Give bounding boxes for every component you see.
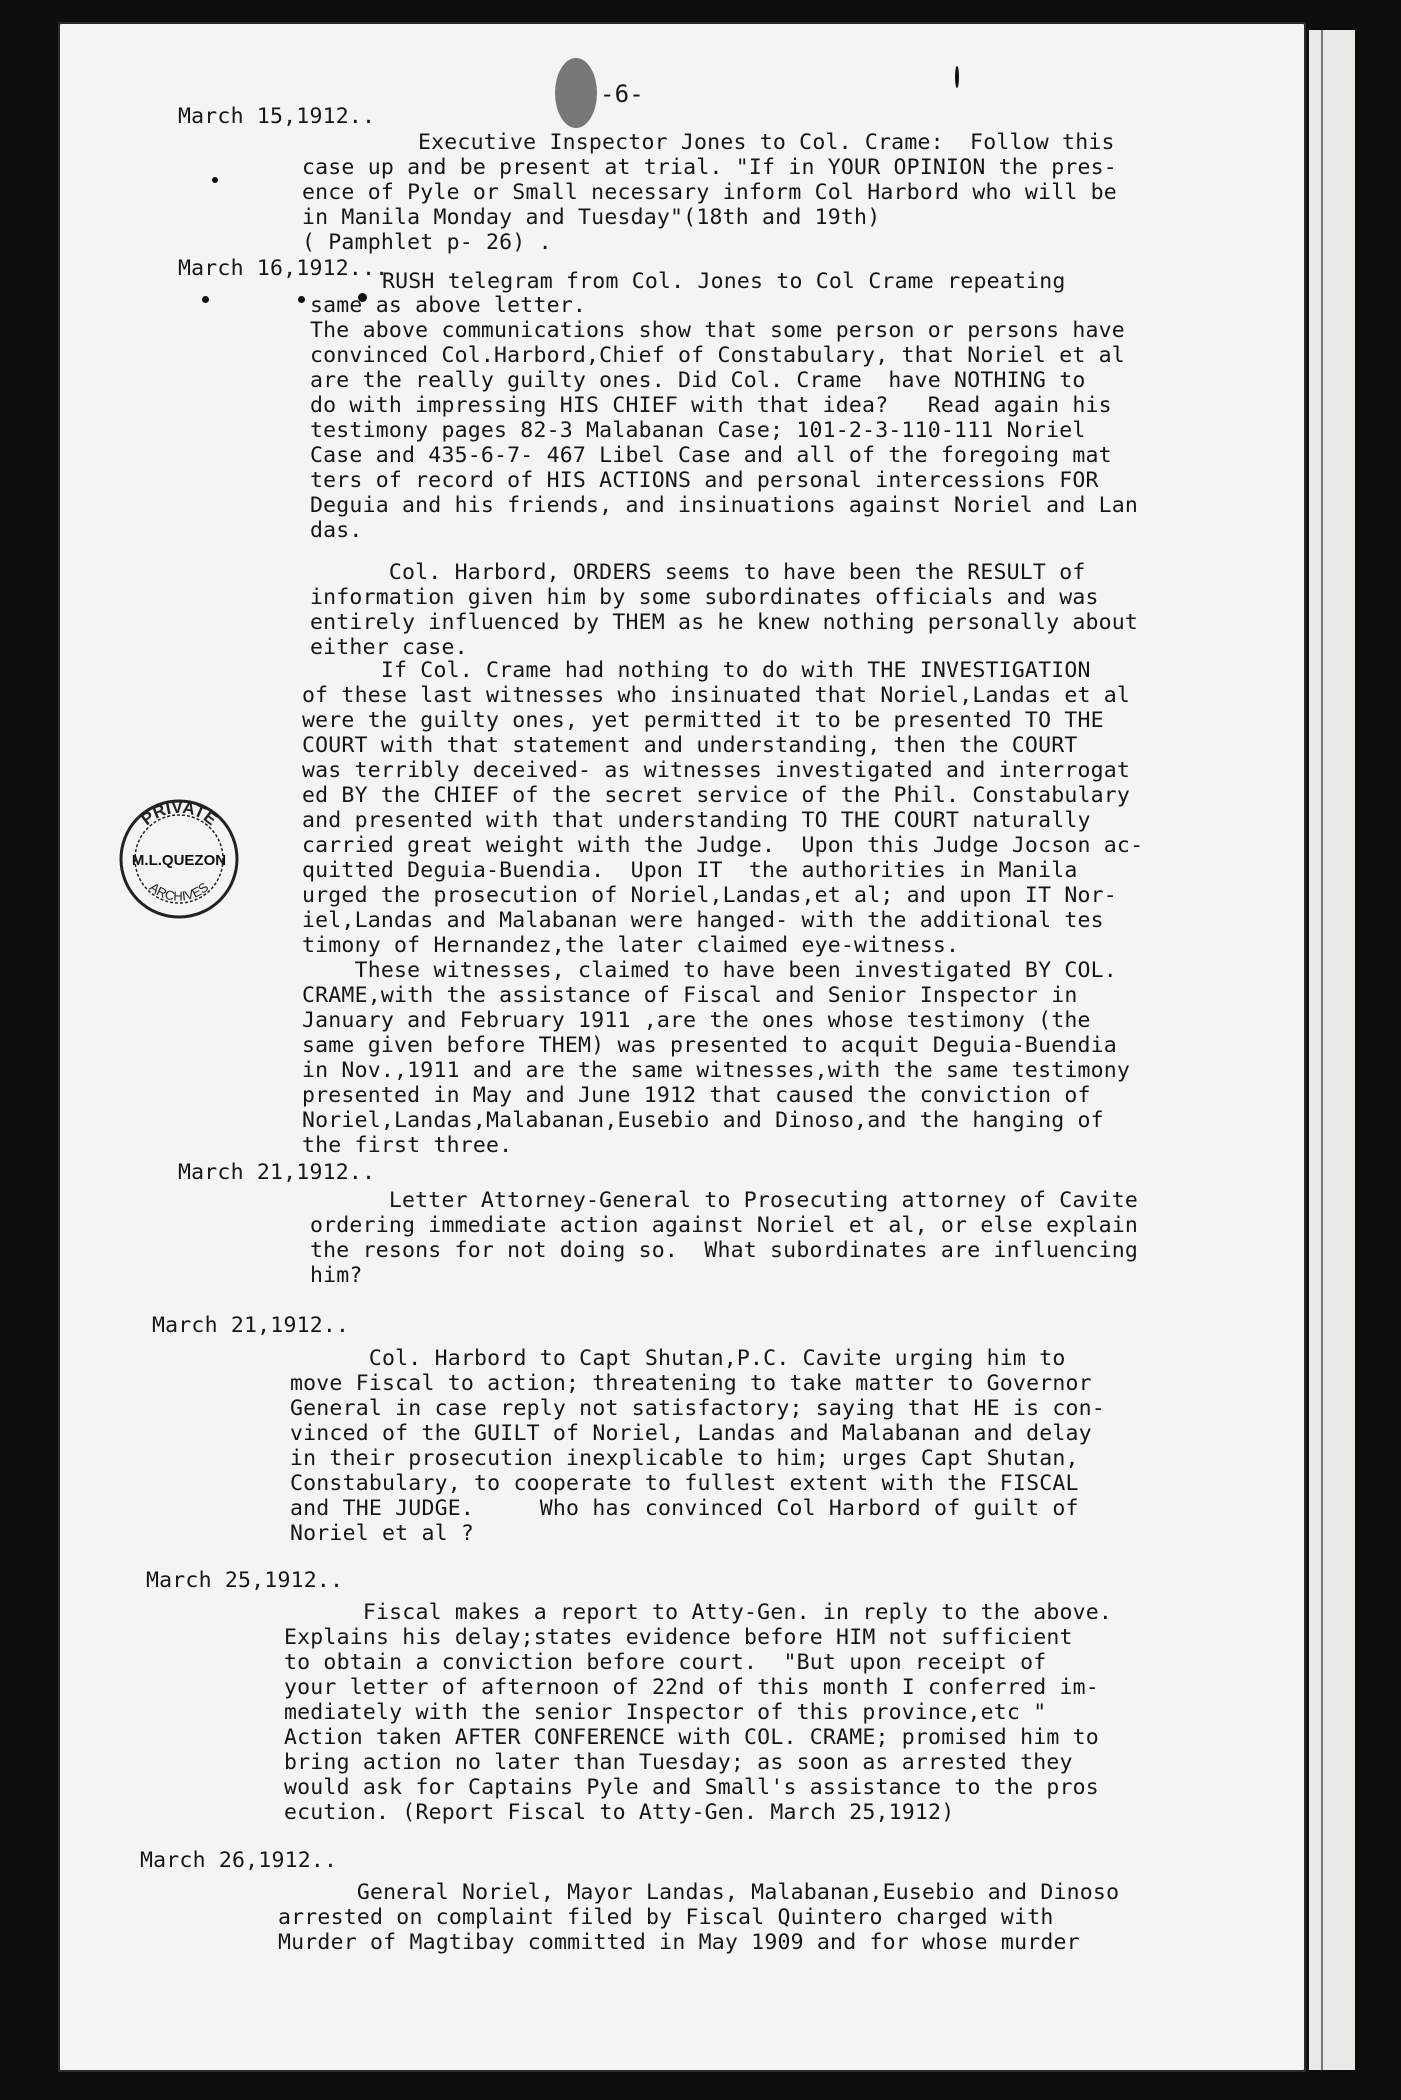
entry-line: Noriel,Landas,Malabanan,Eusebio and Dinoso,and the hanging of (302, 1108, 1104, 1133)
entry-body (278, 1880, 1119, 1955)
entry-line: case up and be present at trial. "If in YOUR OPINION the pres- (302, 155, 1117, 180)
ink-blot (555, 58, 597, 128)
ink-blot (955, 66, 959, 88)
entry-line: Case and 435-6-7- 467 Libel Case and all of the foregoing mat (310, 443, 1112, 468)
entry-line: Executive Inspector Jones to Col. Crame: Follow this (418, 130, 1115, 155)
entry-line: same as above letter. (310, 293, 587, 318)
entry-body (290, 1346, 1105, 1546)
entry-line: move Fiscal to action; threatening to take matter to Governor (290, 1371, 1092, 1396)
entry-body (310, 1188, 1138, 1288)
entry-line: convinced Col.Harbord,Chief of Constabulary, that Noriel et al (310, 343, 1125, 368)
entry-line: mediately with the senior Inspector of this province,etc " (284, 1700, 1047, 1725)
entry-line: ordering immediate action against Noriel et al, or else explain (310, 1213, 1139, 1238)
entry-line: your letter of afternoon of 22nd of this month I conferred im- (284, 1675, 1099, 1700)
entry-line: in their prosecution inexplicable to him; urges Capt Shutan, (290, 1446, 1079, 1471)
entry-line: carried great weight with the Judge. Upon this Judge Jocson ac- (302, 833, 1144, 858)
archive-stamp (116, 796, 242, 922)
ink-blot (202, 296, 209, 303)
entry-line: and presented with that understanding TO THE COURT naturally (302, 808, 1091, 833)
entry-body (284, 1600, 1112, 1825)
entry-line: timony of Hernandez,the later claimed eye-witness. (302, 933, 960, 958)
entry-line: arrested on complaint filed by Fiscal Quintero charged with (278, 1905, 1054, 1930)
entry-line: Constabulary, to cooperate to fullest extent with the FISCAL (290, 1471, 1079, 1496)
entry-body (310, 560, 1138, 660)
ink-blot (212, 177, 218, 183)
entry-line: were the guilty ones, yet permitted it to be presented TO THE (302, 708, 1104, 733)
entry-line: testimony pages 82-3 Malabanan Case; 101-2-3-110-111 Noriel (310, 418, 1086, 443)
entry-line: urged the prosecution of Noriel,Landas,et al; and upon IT Nor- (302, 883, 1117, 908)
entry-date: March 21,1912.. (178, 1160, 376, 1185)
entry-line: do with impressing HIS CHIEF with that idea? Read again his (310, 393, 1112, 418)
entry-line: are the really guilty ones. Did Col. Crame have NOTHING to (310, 368, 1086, 393)
entry-body (310, 293, 1138, 543)
entry-line: to obtain a conviction before court. "But upon receipt of (284, 1650, 1047, 1675)
entry-line: Deguia and his friends, and insinuations against Noriel and Lan (310, 493, 1139, 518)
entry-line: in Nov.,1911 and are the same witnesses,with the same testimony (302, 1058, 1131, 1083)
entry-line: the first three. (302, 1133, 513, 1158)
entry-body (302, 658, 1143, 1158)
entry-line: If Col. Crame had nothing to do with THE INVESTIGATION (302, 658, 1091, 683)
entry-line: ecution. (Report Fiscal to Atty-Gen. March 25,1912) (284, 1800, 955, 1825)
entry-date: March 15,1912.. (178, 104, 376, 129)
stamp-bottom-text: ARCHIVES (146, 879, 212, 904)
entry-line: Fiscal makes a report to Atty-Gen. in reply to the above. (284, 1600, 1113, 1625)
entry-line: ters of record of HIS ACTIONS and personal intercessions FOR (310, 468, 1099, 493)
entry-line: was terribly deceived- as witnesses investigated and interrogat (302, 758, 1131, 783)
entry-body (302, 155, 1117, 255)
entry-body (418, 130, 1115, 155)
entry-line: Letter Attorney-General to Prosecuting attorney of Cavite (310, 1188, 1139, 1213)
entry-date: March 26,1912.. (140, 1848, 338, 1873)
svg-text:ARCHIVES (147, 879, 212, 904)
ink-blot (298, 296, 305, 303)
entry-line: bring action no later than Tuesday; as soon as arrested they (284, 1750, 1073, 1775)
entry-line: entirely influenced by THEM as he knew nothing personally about (310, 610, 1139, 635)
entry-line: iel,Landas and Malabanan were hanged- with the additional tes (302, 908, 1104, 933)
entry-line: quitted Deguia-Buendia. Upon IT the authorities in Manila (302, 858, 1078, 883)
entry-line: the resons for not doing so. What subordinates are influencing (310, 1238, 1139, 1263)
entry-line: CRAME,with the assistance of Fiscal and Senior Inspector in (302, 983, 1078, 1008)
entry-line: ed BY the CHIEF of the secret service of the Phil. Constabulary (302, 783, 1131, 808)
entry-line: ( Pamphlet p- 26) . (302, 230, 552, 255)
entry-body (382, 269, 1066, 294)
entry-line: Murder of Magtibay committed in May 1909 and for whose murder (278, 1930, 1080, 1955)
page-number: -6- (600, 80, 644, 108)
entry-line: These witnesses, claimed to have been investigated BY COL. (302, 958, 1117, 983)
entry-line: General in case reply not satisfactory; saying that HE is con- (290, 1396, 1105, 1421)
entry-line: same given before THEM) was presented to acquit Deguia-Buendia (302, 1033, 1117, 1058)
entry-line: Action taken AFTER CONFERENCE with COL. CRAME; promised him to (284, 1725, 1099, 1750)
entry-line: in Manila Monday and Tuesday"(18th and 19th) (302, 205, 881, 230)
entry-line: General Noriel, Mayor Landas, Malabanan,Eusebio and Dinoso (278, 1880, 1120, 1905)
entry-date: March 21,1912.. (152, 1313, 350, 1338)
page-edge (1306, 30, 1355, 2070)
entry-date: March 16,1912... (178, 256, 389, 281)
entry-line: and THE JUDGE. Who has convinced Col Harbord of guilt of (290, 1496, 1079, 1521)
stamp-top-text: PRIVATE (137, 797, 221, 830)
entry-line: vinced of the GUILT of Noriel, Landas and Malabanan and delay (290, 1421, 1092, 1446)
entry-line: of these last witnesses who insinuated that Noriel,Landas et al (302, 683, 1131, 708)
entry-line: information given him by some subordinates officials and was (310, 585, 1099, 610)
entry-line: Explains his delay;states evidence before HIM not sufficient (284, 1625, 1073, 1650)
entry-line: presented in May and June 1912 that caused the conviction of (302, 1083, 1091, 1108)
entry-line: January and February 1911 ,are the ones whose testimony (the (302, 1008, 1091, 1033)
entry-date: March 25,1912.. (146, 1568, 344, 1593)
entry-line: das. (310, 518, 363, 543)
entry-line: either case. (310, 635, 468, 660)
entry-line: The above communications show that some person or persons have (310, 318, 1125, 343)
entry-line: Noriel et al ? (290, 1521, 475, 1546)
entry-line: COURT with that statement and understanding, then the COURT (302, 733, 1078, 758)
stamp-middle-text: M.L.QUEZON (131, 852, 227, 869)
entry-line: RUSH telegram from Col. Jones to Col Crame repeating (382, 269, 1066, 294)
entry-line: him? (310, 1263, 363, 1288)
entry-line: would ask for Captains Pyle and Small's assistance to the pros (284, 1775, 1099, 1800)
entry-line: Col. Harbord, ORDERS seems to have been the RESULT of (310, 560, 1086, 585)
entry-line: Col. Harbord to Capt Shutan,P.C. Cavite urging him to (290, 1346, 1066, 1371)
entry-line: ence of Pyle or Small necessary inform Col Harbord who will be (302, 180, 1117, 205)
svg-text:PRIVATE (138, 798, 221, 829)
